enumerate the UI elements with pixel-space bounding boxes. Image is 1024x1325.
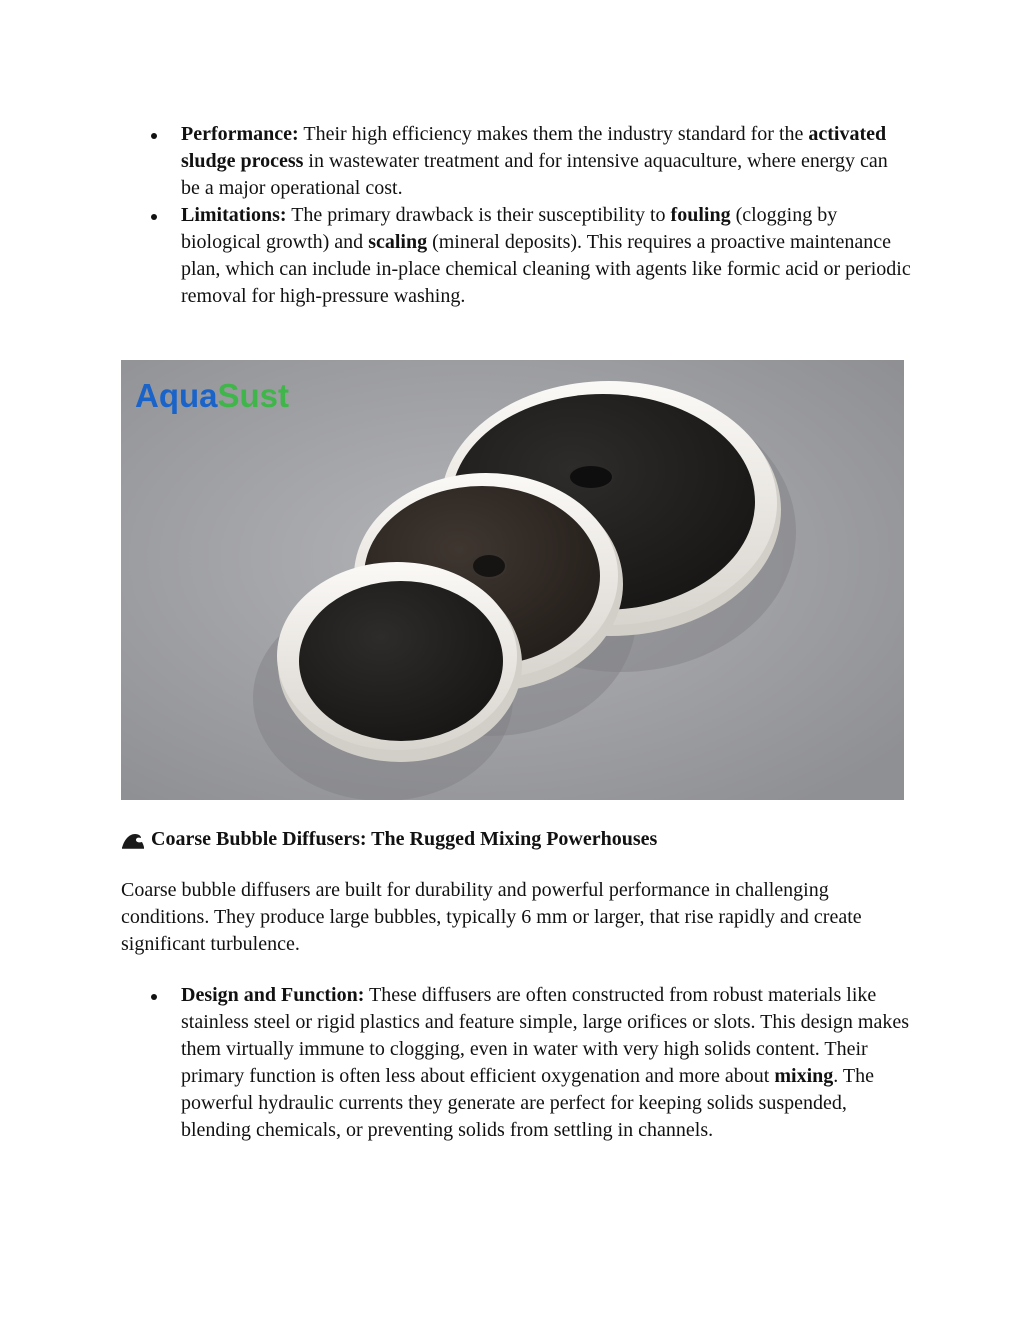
bullet-dot-icon	[151, 994, 157, 1000]
bullet-list-bottom	[121, 982, 911, 1144]
aquasust-logo: AquaSust	[135, 377, 290, 414]
bold-term: Design and Function:	[181, 984, 365, 1006]
list-text: Their high efficiency makes them the industry standard for the	[298, 123, 809, 145]
list-item	[121, 121, 911, 202]
bold-term: activated sludge process	[181, 123, 887, 172]
list-text: The primary drawback is their susceptibility to	[286, 204, 671, 226]
section-heading	[121, 826, 911, 853]
list-text: . The powerful hydraulic currents they generate are perfect for keeping solids suspended, blending chemicals, or preventing solids from settling in channels.	[181, 1065, 874, 1141]
water-wave-icon	[121, 830, 145, 850]
diffuser-product-image	[121, 360, 904, 800]
bold-term: Limitations:	[181, 204, 287, 226]
list-text: (mineral deposits). This requires a proactive maintenance plan, which can include in-place chemical cleaning with agents like formic acid or periodic removal for high-pressure washing.	[181, 231, 911, 307]
disc-diffusers-illustration	[121, 360, 904, 800]
bullet-dot-icon	[151, 133, 157, 139]
bold-term: scaling	[368, 231, 428, 253]
list-text: (clogging by biological growth) and	[181, 204, 838, 253]
section-heading-text: Coarse Bubble Diffusers: The Rugged Mixing Powerhouses	[151, 828, 658, 850]
bullet-dot-icon	[151, 214, 157, 220]
list-text: These diffusers are often constructed from robust materials like stainless steel or rigid plastics and feature simple, large orifices or slots. This design makes them virtually immune to clogging, even in water with very high solids content. Their primary function is often less about efficient oxygenation and more about	[181, 984, 909, 1087]
list-text: in wastewater treatment and for intensive aquaculture, where energy can be a major operational cost.	[181, 150, 888, 199]
bold-term: mixing	[774, 1065, 834, 1087]
intro-paragraph: Coarse bubble diffusers are built for durability and powerful performance in challenging conditions. They produce large bubbles, typically 6 mm or larger, that rise rapidly and create significant turbulence.	[121, 879, 862, 955]
list-item	[121, 982, 911, 1144]
bold-term: Performance:	[181, 123, 299, 145]
list-item	[121, 202, 911, 310]
bold-term: fouling	[670, 204, 731, 226]
bullet-list-top	[121, 121, 911, 310]
